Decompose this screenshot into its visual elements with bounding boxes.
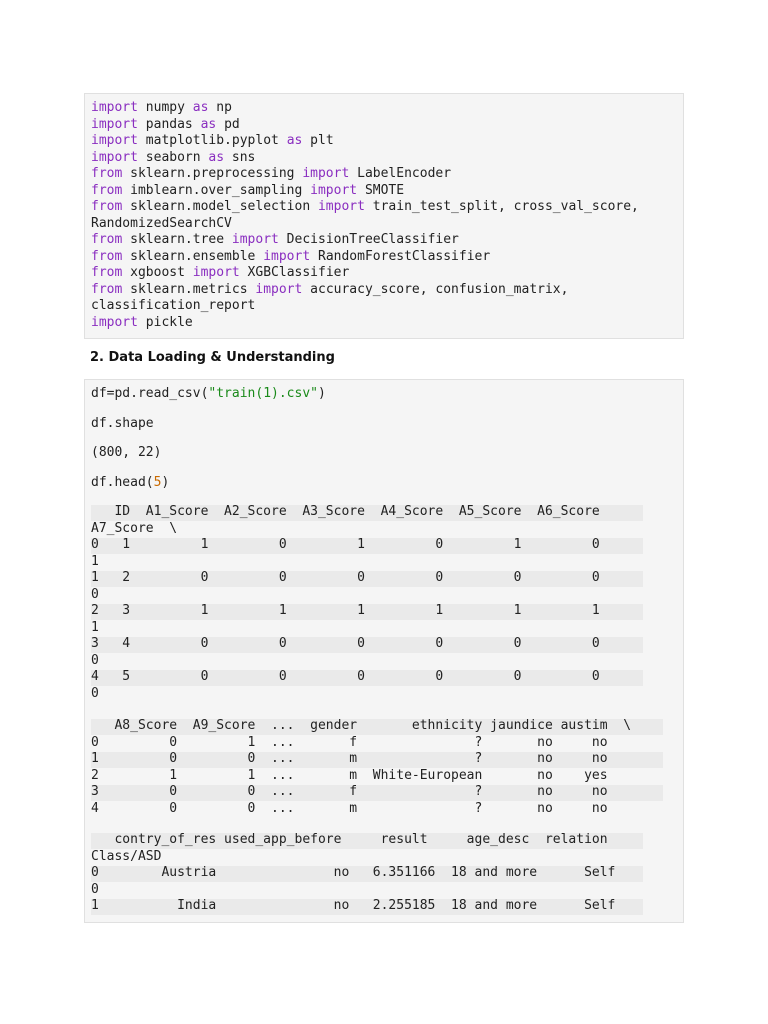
code-token: import (302, 166, 350, 181)
code-token: np (208, 100, 232, 115)
table-row: 1 0 0 ... m ? no no (91, 751, 608, 766)
code-line (91, 216, 232, 233)
code-token: import (310, 182, 358, 198)
code-token: 5 (153, 475, 162, 490)
code-token: plt (302, 133, 334, 148)
code-token: pickle (137, 314, 193, 330)
code-line (91, 117, 240, 134)
code-token: sklearn.model_selection (122, 199, 318, 214)
table-row: A7_Score \ (91, 520, 178, 536)
code-line (91, 249, 490, 266)
code-token: sklearn.metrics (122, 281, 256, 297)
code-token: as (208, 149, 225, 165)
table-row: 2 3 1 1 1 1 1 1 (91, 603, 600, 618)
code-token: import (231, 232, 279, 247)
code-token: "train(1).csv" (208, 386, 318, 401)
code-token: xgboost (122, 265, 193, 280)
code-token: imblearn.over_sampling (122, 182, 311, 198)
head-command (91, 475, 169, 492)
table-row: 1 India no 2.255185 18 and more Self (91, 898, 616, 913)
code-token: ) (317, 386, 326, 401)
code-line (91, 282, 568, 299)
code-line (91, 166, 451, 183)
shape-command: df.shape (91, 416, 154, 431)
code-token: from (91, 232, 123, 247)
code-token: pd (216, 116, 240, 132)
table-row: 0 1 1 0 1 0 1 0 (91, 537, 600, 552)
code-token: classification_report (91, 298, 256, 313)
code-token: df.head( (91, 475, 154, 490)
code-token: RandomForestClassifier (310, 248, 491, 264)
code-token: SMOTE (357, 182, 405, 198)
table-row: 0 (91, 881, 99, 897)
code-token: as (200, 116, 217, 132)
code-line (91, 232, 459, 249)
code-token: matplotlib.pyplot (137, 133, 287, 148)
table-row: 2 1 1 ... m White-European no yes (91, 767, 608, 783)
code-token: XGBClassifier (239, 265, 350, 280)
code-token: import (91, 149, 138, 165)
table-row: 1 2 0 0 0 0 0 0 (91, 570, 600, 585)
code-token: accuracy_score, confusion_matrix, (302, 281, 569, 297)
table-row: 0 (91, 586, 99, 602)
code-token: import (91, 100, 138, 115)
code-line (91, 315, 193, 332)
table-row: Class/ASD (91, 848, 162, 864)
code-token: sklearn.tree (122, 232, 232, 247)
code-token: LabelEncoder (349, 166, 452, 181)
code-token: as (286, 133, 303, 148)
code-token: ) (161, 475, 170, 490)
code-token: sklearn.preprocessing (122, 166, 303, 181)
code-token: from (91, 265, 123, 280)
code-token: from (91, 248, 123, 264)
table-row: 3 4 0 0 0 0 0 0 (91, 636, 600, 651)
code-token: seaborn (137, 149, 209, 165)
code-token: import (255, 281, 303, 297)
table-row: A8_Score A9_Score ... gender ethnicity jaundice austim \ (91, 718, 632, 733)
table-row: contry_of_res used_app_before result age_desc relation (91, 832, 608, 847)
table-row: 0 Austria no 6.351166 18 and more Self (91, 865, 616, 880)
code-token: import (91, 116, 138, 132)
table-row: 3 0 0 ... f ? no no (91, 784, 608, 799)
table-row: 0 0 1 ... f ? no no (91, 734, 608, 750)
code-line (91, 298, 255, 315)
code-token: from (91, 281, 123, 297)
code-token: DecisionTreeClassifier (278, 232, 459, 247)
table-row: 1 (91, 619, 99, 635)
code-line (91, 265, 349, 282)
code-token: from (91, 182, 123, 198)
table-row: ID A1_Score A2_Score A3_Score A4_Score A5_Score A6_Score (91, 504, 600, 519)
code-token: train_test_split, cross_val_score, (364, 199, 639, 214)
data-loading-code-cell[interactable] (84, 379, 684, 923)
code-line (91, 133, 334, 150)
code-token: df=pd.read_csv( (91, 386, 209, 401)
code-token: import (263, 248, 311, 264)
code-token: sklearn.ensemble (122, 248, 264, 264)
table-row: 1 (91, 553, 99, 569)
read-csv-line (91, 386, 326, 403)
code-line (91, 199, 639, 216)
shape-output: (800, 22) (91, 445, 162, 460)
code-line (91, 183, 404, 200)
table-row: 4 5 0 0 0 0 0 0 (91, 669, 600, 684)
table-row: 0 (91, 685, 99, 701)
code-token: from (91, 166, 123, 181)
code-token: pandas (137, 116, 201, 132)
code-line (91, 150, 255, 167)
table-row: 0 (91, 652, 99, 668)
code-token: import (317, 199, 365, 214)
table-row: 4 0 0 ... m ? no no (91, 800, 608, 816)
section-heading: 2. Data Loading & Understanding (90, 350, 335, 365)
code-token: import (91, 314, 138, 330)
code-line (91, 100, 232, 117)
code-token: as (192, 100, 209, 115)
code-token: import (192, 265, 240, 280)
code-token: RandomizedSearchCV (91, 215, 232, 231)
code-token: import (91, 133, 138, 148)
imports-code-cell[interactable] (84, 93, 684, 339)
code-token: numpy (137, 100, 193, 115)
code-token: from (91, 199, 123, 214)
code-token: sns (224, 149, 256, 165)
